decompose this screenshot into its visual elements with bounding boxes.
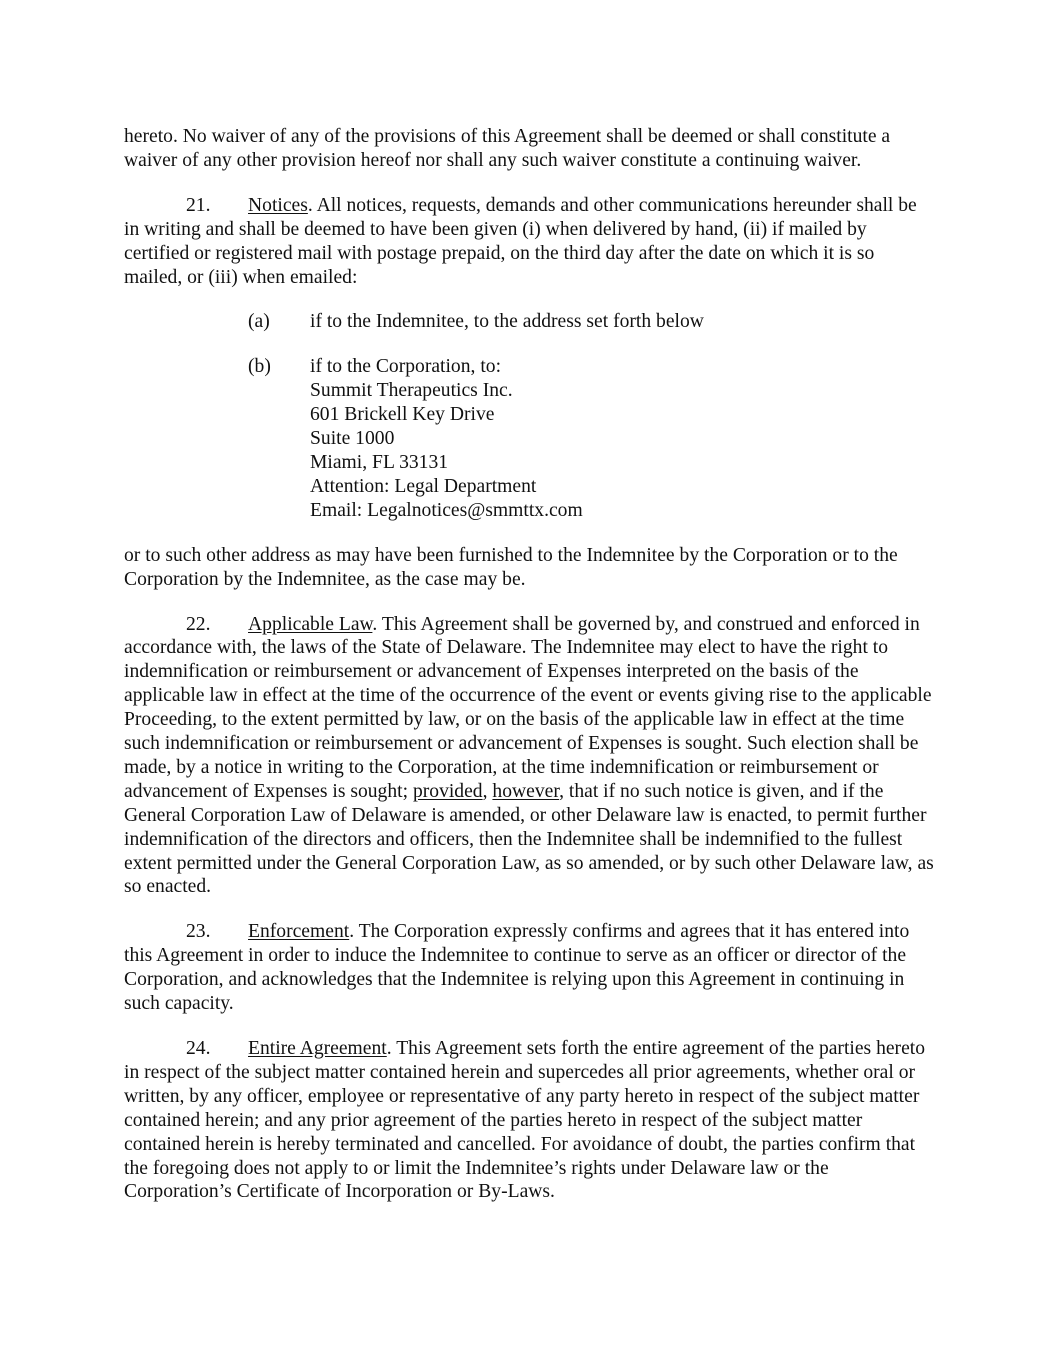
section-21-closing bbox=[124, 544, 936, 592]
section-body: . This Agreement sets forth the entire agreement of the parties hereto in respect of the subject matter contained herein and supercedes all prior agreements, whether oral or written, by any officer, employee or representative of any party hereto in respect of the subject matter contained herein; and any prior agreement of the parties hereto in respect of the subject matter contained herein is hereby terminated and cancelled. For avoidance of doubt, the parties confirm that the foregoing does not apply to or limit the Indemnitee’s rights under Delaware law or the Corporation’s Certificate of Incorporation or By-Laws. bbox=[124, 1038, 926, 1203]
section-number: 21. bbox=[186, 194, 211, 216]
item-letter: (a) bbox=[248, 311, 270, 333]
section-22-applicable-law bbox=[124, 613, 936, 900]
section-21-notices bbox=[124, 194, 936, 290]
section-heading: Notices bbox=[248, 194, 308, 216]
address-line-street: 601 Brickell Key Drive bbox=[310, 404, 495, 426]
document-page bbox=[124, 125, 936, 1225]
section-heading: Entire Agreement bbox=[248, 1038, 387, 1059]
address-line-city: Miami, FL 33131 bbox=[310, 451, 449, 473]
notice-item-a bbox=[248, 310, 936, 334]
intro-text: hereto. No waiver of any of the provisions of this Agreement shall be deemed or shall constitute a waiver of any other provision hereof nor shall any such waiver constitute a continuing waiver. bbox=[124, 126, 891, 171]
section-body: . The Corporation expressly confirms and agrees that it has entered into this Agreement in order to induce the Indemnitee to continue to serve as an officer or director of the Corporation, and acknowledges that the Indemnitee is relying upon this Agreement in continuing in such capacity. bbox=[124, 921, 910, 1015]
address-line-attention: Attention: Legal Department bbox=[310, 475, 537, 497]
section-body-part2: , that if no such notice is given, and if the General Corporation Law of Delaware is amended, or other Delaware law is enacted, to permit further indemnification of the directors and officers, then the Indemnitee shall be indemnified to the fullest extent permitted under the General Corporation Law, as so amended, or by such other Delaware law, as so enacted. bbox=[124, 780, 934, 898]
item-text: if to the Indemnitee, to the address set forth below bbox=[310, 311, 704, 333]
section-body: . All notices, requests, demands and other communications hereunder shall be in writing and shall be deemed to have been given (i) when delivered by hand, (ii) if mailed by certified or registered mail with postage prepaid, on the third day after the date on which it is so mailed, or (iii) when emailed: bbox=[124, 194, 917, 288]
section-heading: Applicable Law bbox=[248, 613, 373, 635]
section-23-enforcement bbox=[124, 920, 936, 1016]
section-body-part1: . This Agreement shall be governed by, and construed and enforced in accordance with, the laws of the State of Delaware. The Indemnitee may elect to have the right to indemnification or reimbursement or advancement of Expenses interpreted on the basis of the applicable law in effect at the time of the occurrence of the event or events giving rise to the applicable Proceeding, to the extent permitted by law, or on the basis of the applicable law in effect at the time such indemnification or reimbursement or advancement of Expenses is sought. Such election shall be made, by a notice in writing to the Corporation, at the time indemnification or reimbursement or advancement of Expenses is sought; bbox=[124, 613, 932, 802]
address-line-company: Summit Therapeutics Inc. bbox=[310, 380, 513, 402]
address-line-intro: if to the Corporation, to: bbox=[310, 356, 502, 378]
section-24-entire-agreement bbox=[124, 1037, 936, 1204]
address-line-suite: Suite 1000 bbox=[310, 428, 395, 450]
section-number: 24. bbox=[186, 1038, 211, 1059]
comma-separator: , bbox=[482, 780, 493, 802]
item-letter: (b) bbox=[248, 356, 271, 378]
address-line-email: Email: Legalnotices@smmttx.com bbox=[310, 499, 583, 521]
provided-term: provided bbox=[412, 780, 483, 802]
section-heading: Enforcement bbox=[248, 921, 350, 943]
notice-item-b bbox=[248, 355, 936, 522]
however-term: however bbox=[492, 780, 560, 802]
intro-paragraph bbox=[124, 125, 936, 173]
section-number: 22. bbox=[186, 613, 211, 635]
closing-text: or to such other address as may have been furnished to the Indemnitee by the Corporation or to the Corporation by the Indemnitee, as the case may be. bbox=[124, 544, 898, 590]
section-number: 23. bbox=[186, 921, 211, 943]
